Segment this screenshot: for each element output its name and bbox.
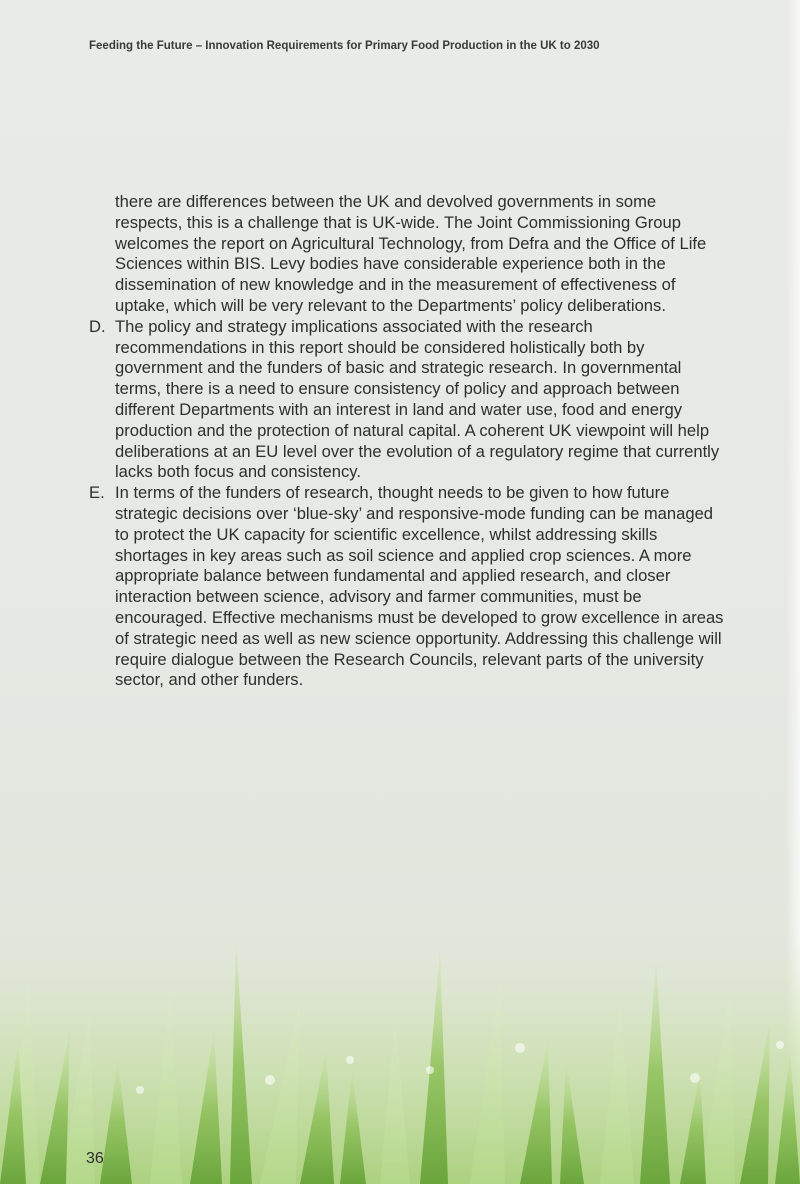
item-marker: E. — [89, 483, 105, 503]
item-marker: D. — [89, 316, 106, 336]
list-item — [89, 483, 725, 691]
body-text — [89, 192, 725, 691]
page-number: 36 — [86, 1150, 104, 1167]
item-text: In terms of the funders of research, thought needs to be given to how future strategic decisions over ‘blue-sky’ and responsive-mode funding can be managed to protect the UK capacity for scientific excellence, whilst addressing skills shortages in key areas such as soil science and applied crop sciences. A more appropriate balance between fundamental and applied research, and closer interaction between science, advisory and farmer communities, must be encouraged. Effective mechanisms must be developed to grow excellence in areas of strategic need as well as new science opportunity. Addressing this challenge will require dialogue between the Research Councils, relevant parts of the university sector, and other funders. — [115, 483, 724, 690]
running-header: Feeding the Future – Innovation Requirements for Primary Food Production in the UK to 2030 — [89, 40, 600, 52]
continuation-paragraph — [89, 192, 725, 317]
list-item — [89, 317, 725, 483]
continuation-text: there are differences between the UK and devolved governments in some respects, this is a challenge that is UK-wide. The Joint Commissioning Group welcomes the report on Agricultural Technology, from Defra and the Office of Life Sciences within BIS. Levy bodies have considerable experience both in the dissemination of new knowledge and in the measurement of effectiveness of uptake, which will be very relevant to the Departments’ policy deliberations. — [115, 192, 707, 315]
grass-illustration — [0, 920, 800, 1184]
item-text: The policy and strategy implications associated with the research recommendations in this report should be considered holistically both by government and the funders of basic and strategic research. In governmental terms, there is a need to ensure consistency of policy and approach between different Departments with an interest in land and water use, food and energy production and the protection of natural capital. A coherent UK viewpoint will help deliberations at an EU level over the evolution of a regulatory regime that currently lacks both focus and consistency. — [115, 316, 720, 482]
